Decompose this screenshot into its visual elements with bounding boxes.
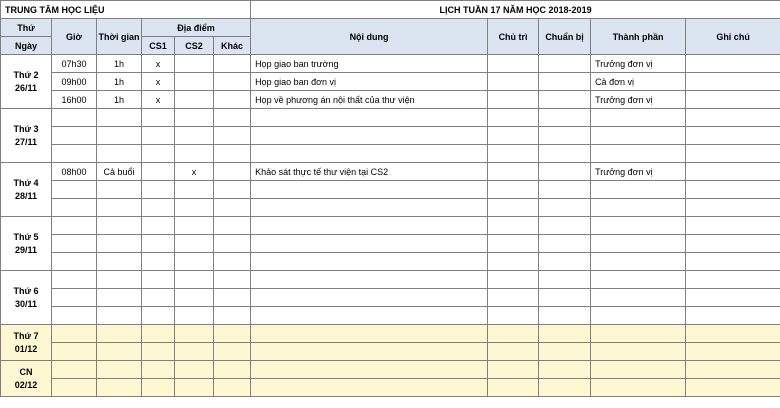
day-cell-thu-3 bbox=[1, 109, 52, 163]
table-row bbox=[1, 271, 780, 289]
col-header-cs2: CS2 bbox=[175, 37, 214, 55]
participants-cell: Trưởng đơn vị bbox=[591, 55, 686, 73]
day-cell-thu-6 bbox=[1, 271, 52, 325]
participants-cell: Cả đơn vị bbox=[591, 73, 686, 91]
time-cell: 09h00 bbox=[52, 73, 97, 91]
table-row bbox=[1, 73, 780, 91]
khac-cell bbox=[214, 73, 251, 91]
chu-tri-cell bbox=[488, 91, 539, 109]
chu-tri-cell bbox=[488, 163, 539, 181]
time-cell: 07h30 bbox=[52, 55, 97, 73]
cs2-cell bbox=[175, 55, 214, 73]
cs2-cell bbox=[175, 91, 214, 109]
date-label: 28/11 bbox=[14, 190, 38, 201]
duration-cell: Cả buổi bbox=[97, 163, 142, 181]
table-row bbox=[1, 289, 780, 307]
cs1-cell bbox=[142, 163, 175, 181]
table-row bbox=[1, 55, 780, 73]
chu-tri-cell bbox=[488, 55, 539, 73]
day-cell-thu-7 bbox=[1, 325, 52, 361]
day-label: Thứ 5 bbox=[13, 231, 39, 242]
table-row bbox=[1, 235, 780, 253]
cs2-cell bbox=[175, 73, 214, 91]
center-name: TRUNG TÂM HỌC LIỆU bbox=[1, 1, 251, 19]
khac-cell bbox=[214, 163, 251, 181]
day-label: Thứ 4 bbox=[13, 177, 39, 188]
day-label: Thứ 7 bbox=[13, 330, 39, 341]
date-label: 26/11 bbox=[14, 82, 38, 93]
day-label: Thứ 2 bbox=[13, 69, 39, 80]
table-row bbox=[1, 379, 780, 397]
note-cell bbox=[686, 55, 780, 73]
participants-cell: Trưởng đơn vị bbox=[591, 91, 686, 109]
col-header-dia-diem: Địa điểm bbox=[142, 19, 251, 37]
day-cell-thu-5 bbox=[1, 217, 52, 271]
content-cell: Khảo sát thực tế thư viện tại CS2 bbox=[251, 163, 488, 181]
cs2-cell: x bbox=[175, 163, 214, 181]
table-row bbox=[1, 217, 780, 235]
col-header-cs1: CS1 bbox=[142, 37, 175, 55]
duration-cell: 1h bbox=[97, 91, 142, 109]
date-label: 02/12 bbox=[14, 379, 38, 390]
content-cell: Họp giao ban trường bbox=[251, 55, 488, 73]
content-cell: Họp giao ban đơn vị bbox=[251, 73, 488, 91]
table-row bbox=[1, 343, 780, 361]
table-row bbox=[1, 361, 780, 379]
date-label: 01/12 bbox=[14, 343, 38, 354]
table-row bbox=[1, 145, 780, 163]
cs1-cell: x bbox=[142, 73, 175, 91]
day-label: CN bbox=[19, 366, 33, 377]
day-cell-thu-4 bbox=[1, 163, 52, 217]
chu-tri-cell bbox=[488, 73, 539, 91]
date-label: 30/11 bbox=[14, 298, 38, 309]
day-cell-thu-2 bbox=[1, 55, 52, 109]
table-row bbox=[1, 199, 780, 217]
chuan-bi-cell bbox=[539, 55, 591, 73]
time-cell: 16h00 bbox=[52, 91, 97, 109]
schedule-title: LỊCH TUẦN 17 NĂM HỌC 2018-2019 bbox=[251, 1, 780, 19]
content-cell: Họp về phương án nội thất của thư viện bbox=[251, 91, 488, 109]
day-cell-cn bbox=[1, 361, 52, 397]
day-label: Thứ 6 bbox=[13, 285, 39, 296]
participants-cell: Trưởng đơn vị bbox=[591, 163, 686, 181]
note-cell bbox=[686, 163, 780, 181]
table-row bbox=[1, 181, 780, 199]
col-header-chuan-bi: Chuẩn bị bbox=[539, 19, 591, 55]
note-cell bbox=[686, 91, 780, 109]
table-row bbox=[1, 163, 780, 181]
col-header-khac: Khác bbox=[214, 37, 251, 55]
duration-cell: 1h bbox=[97, 73, 142, 91]
time-cell: 08h00 bbox=[52, 163, 97, 181]
col-header-chu-tri: Chủ trì bbox=[488, 19, 539, 55]
table-row bbox=[1, 307, 780, 325]
col-header-thanh-phan: Thành phần bbox=[591, 19, 686, 55]
day-label: Thứ 3 bbox=[13, 123, 39, 134]
table-row bbox=[1, 91, 780, 109]
khac-cell bbox=[214, 91, 251, 109]
cs1-cell: x bbox=[142, 91, 175, 109]
note-cell bbox=[686, 73, 780, 91]
table-row bbox=[1, 127, 780, 145]
chuan-bi-cell bbox=[539, 73, 591, 91]
duration-cell: 1h bbox=[97, 55, 142, 73]
table-row bbox=[1, 253, 780, 271]
col-header-gio: Giờ bbox=[52, 19, 97, 55]
col-header-thu: Thứ bbox=[1, 19, 52, 37]
chuan-bi-cell bbox=[539, 91, 591, 109]
table-row bbox=[1, 109, 780, 127]
col-header-thoi-gian: Thời gian bbox=[97, 19, 142, 55]
date-label: 27/11 bbox=[14, 136, 38, 147]
col-header-noi-dung: Nội dung bbox=[251, 19, 488, 55]
table-row bbox=[1, 325, 780, 343]
cs1-cell: x bbox=[142, 55, 175, 73]
col-header-ghi-chu: Ghi chú bbox=[686, 19, 780, 55]
khac-cell bbox=[214, 55, 251, 73]
col-header-ngay: Ngày bbox=[1, 37, 52, 55]
chuan-bi-cell bbox=[539, 163, 591, 181]
date-label: 29/11 bbox=[14, 244, 38, 255]
